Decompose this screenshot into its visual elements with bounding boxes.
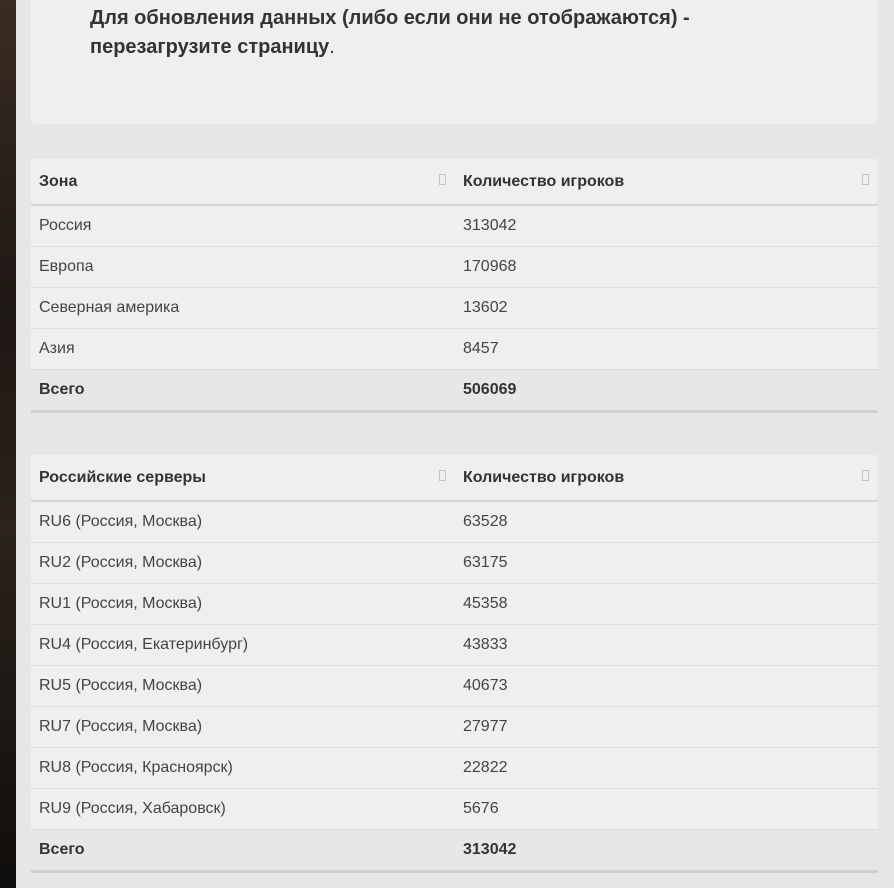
table-total-row	[31, 370, 878, 412]
server-name: RU9 (Россия, Хабаровск)	[31, 789, 455, 830]
column-header-player-count[interactable]	[455, 455, 878, 501]
server-name: RU8 (Россия, Красноярск)	[31, 748, 455, 789]
total-value: 313042	[455, 830, 878, 872]
player-count: 8457	[455, 329, 878, 370]
table-row	[31, 707, 878, 748]
column-header-player-count[interactable]	[455, 159, 878, 205]
player-count: 63175	[455, 543, 878, 584]
server-name: RU6 (Россия, Москва)	[31, 501, 455, 543]
total-value: 506069	[455, 370, 878, 412]
player-count: 5676	[455, 789, 878, 830]
table-row	[31, 501, 878, 543]
total-label: Всего	[31, 830, 455, 872]
zone-name: Россия	[31, 205, 455, 247]
table-row	[31, 288, 878, 329]
player-count: 170968	[455, 247, 878, 288]
zones-table	[31, 159, 878, 413]
server-name: RU4 (Россия, Екатеринбург)	[31, 625, 455, 666]
sort-icon[interactable]	[439, 470, 446, 481]
player-count: 43833	[455, 625, 878, 666]
table-row	[31, 666, 878, 707]
refresh-notice-tail: .	[329, 36, 335, 58]
column-header-label: Зона	[39, 172, 78, 190]
player-count: 40673	[455, 666, 878, 707]
column-header-label: Количество игроков	[463, 172, 625, 190]
sort-icon[interactable]	[862, 470, 869, 481]
server-name: RU1 (Россия, Москва)	[31, 584, 455, 625]
refresh-notice-text	[90, 4, 810, 62]
server-name: RU2 (Россия, Москва)	[31, 543, 455, 584]
refresh-notice	[31, 0, 878, 124]
sort-icon[interactable]	[862, 174, 869, 185]
column-header-zone[interactable]	[31, 159, 455, 205]
refresh-notice-bold: Для обновления данных (либо если они не отображаются) - перезагрузите страницу	[90, 7, 690, 58]
table-row	[31, 748, 878, 789]
table-row	[31, 584, 878, 625]
table-header-row	[31, 455, 878, 501]
table-row	[31, 329, 878, 370]
table-row	[31, 625, 878, 666]
server-name: RU7 (Россия, Москва)	[31, 707, 455, 748]
zone-name: Европа	[31, 247, 455, 288]
table-total-row	[31, 830, 878, 872]
player-count: 13602	[455, 288, 878, 329]
main-content	[16, 0, 894, 888]
player-count: 45358	[455, 584, 878, 625]
total-label: Всего	[31, 370, 455, 412]
column-header-server[interactable]	[31, 455, 455, 501]
player-count: 63528	[455, 501, 878, 543]
sort-icon[interactable]	[439, 174, 446, 185]
zone-name: Азия	[31, 329, 455, 370]
russian-servers-table	[31, 455, 878, 873]
column-header-label: Российские серверы	[39, 468, 206, 486]
background-image-edge	[0, 0, 16, 888]
player-count: 313042	[455, 205, 878, 247]
table-row	[31, 205, 878, 247]
server-name: RU5 (Россия, Москва)	[31, 666, 455, 707]
table-row	[31, 543, 878, 584]
table-row	[31, 247, 878, 288]
player-count: 27977	[455, 707, 878, 748]
zone-name: Северная америка	[31, 288, 455, 329]
column-header-label: Количество игроков	[463, 468, 625, 486]
table-row	[31, 789, 878, 830]
player-count: 22822	[455, 748, 878, 789]
table-header-row	[31, 159, 878, 205]
